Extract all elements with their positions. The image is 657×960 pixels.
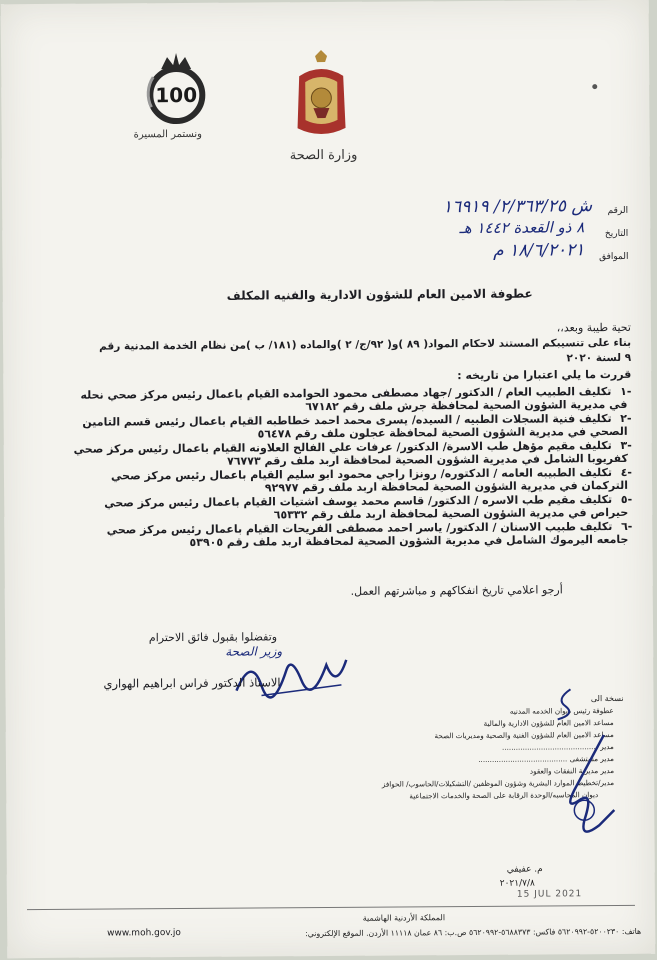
date-value: ٨ ذو القعدة ١٤٤٢ هـ bbox=[459, 218, 585, 238]
coat-of-arms-icon bbox=[291, 48, 352, 143]
decision-item-number: -٥ bbox=[620, 492, 633, 506]
decision-item-number: -٤ bbox=[620, 465, 633, 479]
decision-item-line-1: تكليف مقيم طب الاسره / الدكتور/ قاسم محمد يوسف اشتيات القيام باعمال رئيس مركز صحي bbox=[104, 493, 613, 510]
corr-label: الموافق bbox=[599, 251, 629, 263]
decision-item-line-2: كفريوبا الشامل في مديرية الشؤون الصحية لمحافظة اربد ملف رقم ٧٦٧٧٣ bbox=[227, 451, 628, 468]
decision-item-line-2: في مديرية الشؤون الصحية لمحافظة جرش ملف رقم ٦٧١٨٢ bbox=[305, 397, 628, 414]
decision-item-number: -٣ bbox=[620, 438, 632, 452]
copy-recipient: مدير/تخطيط الموارد البشرية وشؤون الموظفين /التشكيلات/الحاسوب/ الحوافز bbox=[381, 778, 615, 789]
greeting: تحية طيبة وبعد،، bbox=[556, 320, 631, 335]
footer-kingdom: المملكة الأردنية الهاشمية bbox=[362, 913, 446, 923]
corr-value: ١٨/٦/٢٠٢١ م bbox=[493, 240, 585, 261]
decision-item-number: -١ bbox=[620, 384, 632, 398]
decision-item-line-1: تكليف طبيب الاسنان / الدكتور/ ياسر احمد مصطفى الفريحات القيام باعمال رئيس مركز صحي bbox=[106, 520, 613, 537]
copies-heading: نسخة الى bbox=[590, 693, 624, 704]
date-label: التاريخ bbox=[604, 228, 629, 240]
ref-label: الرقم bbox=[607, 205, 629, 217]
reviewer-signature-icon bbox=[554, 730, 625, 850]
decision-item-line-1: تكليف الطبيب العام / الدكتور /جهاد مصطفى محمود الحوامده القيام باعمال رئيس مركز صحي نحله bbox=[80, 385, 612, 402]
decision-item-line-2: جامعه اليرموك الشامل في مديرية الشؤون الصحية لمحافظة اربد ملف رقم ٥٣٩٠٥ bbox=[189, 532, 629, 549]
ref-value: ش ٢/٣٦٣/٢٥/ ١٦٩١٩ bbox=[442, 196, 593, 218]
addressee: عطوفة الامين العام للشؤون الادارية والفنيه المكلف bbox=[226, 286, 533, 303]
decision-item-number: -٦ bbox=[620, 519, 633, 533]
copy-recipient: عطوفة رئيس ديوان الخدمه المدنيه bbox=[509, 706, 614, 716]
copy-recipient: مساعد الامين العام للشؤون الادارية والمالية bbox=[483, 718, 614, 728]
decision-intro: قررت ما يلي اعتبارا من تاريخه : bbox=[457, 367, 632, 383]
signer-name: الاستاذ الدكتور فراس ابراهيم الهواري bbox=[103, 675, 281, 691]
stamp-date: 15 JUL 2021 bbox=[516, 889, 583, 900]
signer-title: وزير الصحة bbox=[225, 644, 283, 659]
punch-hole bbox=[592, 84, 597, 89]
decision-item-line-2: التركمان في مديرية الشؤون الصحية لمحافظة اربد ملف رقم ٩٢٩٧٧ bbox=[264, 478, 629, 495]
centennial-logo bbox=[131, 47, 222, 148]
closing-request: أرجو اعلامي تاريخ انفكاكهم و مباشرتهم العمل. bbox=[350, 583, 563, 598]
footer-contact: هاتف: ٥٢٠٠٢٣٠-٥٦٢٠٩٩٢ فاكس: ٥٦٨٨٣٧٣-٥٦٢٠٩٩٢ ص.ب: ٨٦ عمان ١١١١٨ الأردن. الموقع الإلكتروني: bbox=[305, 926, 642, 939]
decision-item-line-1: تكليف فنية السجلات الطبيه / السيده/ يسرى محمد احمد خطاطبه القيام باعمال رئيس قسم التامين bbox=[82, 412, 612, 429]
decision-item-line-2: حيراص في مديرية الشؤون الصحية لمحافظة اربد ملف رقم ٦٥٣٣٢ bbox=[273, 505, 629, 522]
copy-recipient: مدير مستشفى ....................................... bbox=[478, 754, 614, 764]
decision-item-line-1: تكليف الطبيبه العامه / الدكتوره/ رونزا راجي محمود ابو سليم القيام باعمال رئيس مركز صحي bbox=[110, 466, 613, 483]
copy-recipient: مدير .......................................... bbox=[502, 742, 614, 752]
decision-item-line-2: الصحي في مديرية الشؤون الصحية لمحافظة عجلون ملف رقم ٥٦٤٧٨ bbox=[257, 424, 628, 441]
intro-line-1: بناء على تنسيبكم المستند لاحكام المواد( ٨٩ )و( ٩٢/ج/ ٢ )والماده (١٨١/ ب )من نظام الخدمة المدنية رقم bbox=[99, 336, 632, 353]
jordan-emblem bbox=[289, 48, 358, 164]
closing-respect: وتفضلوا بقبول فائق الاحترام bbox=[148, 630, 278, 645]
footer-divider bbox=[27, 905, 635, 910]
footer-website: www.moh.gov.jo bbox=[107, 928, 181, 939]
centennial-slogan: ونستمر المسيرة bbox=[133, 128, 202, 141]
letter-sheet bbox=[1, 0, 656, 958]
copies-initials-date: ٢٠٢١/٧/٨ bbox=[499, 878, 535, 889]
centennial-number: 100 bbox=[155, 82, 198, 108]
copy-recipient: مساعد الامين العام للشؤون الفنية والصحية ومديريات الصحة bbox=[434, 730, 614, 741]
copies-initials: م. عفيفي bbox=[506, 864, 543, 875]
copy-recipient: مدير مديرية النفقات والعقود bbox=[529, 766, 615, 776]
decision-item-line-1: تكليف مقيم مؤهل طب الاسرة/ الدكتور/ عرفات علي الفالح العلاونه القيام باعمال رئيس مركز صحي bbox=[73, 439, 612, 456]
ministry-name: وزارة الصحة bbox=[289, 147, 358, 164]
initial-mark-icon bbox=[545, 684, 585, 724]
decision-item-number: -٢ bbox=[620, 411, 632, 425]
intro-line-2: ٩ لسنة ٢٠٢٠ bbox=[566, 351, 632, 365]
copy-recipient: ديوان المحاسبه/الوحدة الرقابة على الصحة والخدمات الاجتماعية bbox=[409, 790, 599, 801]
